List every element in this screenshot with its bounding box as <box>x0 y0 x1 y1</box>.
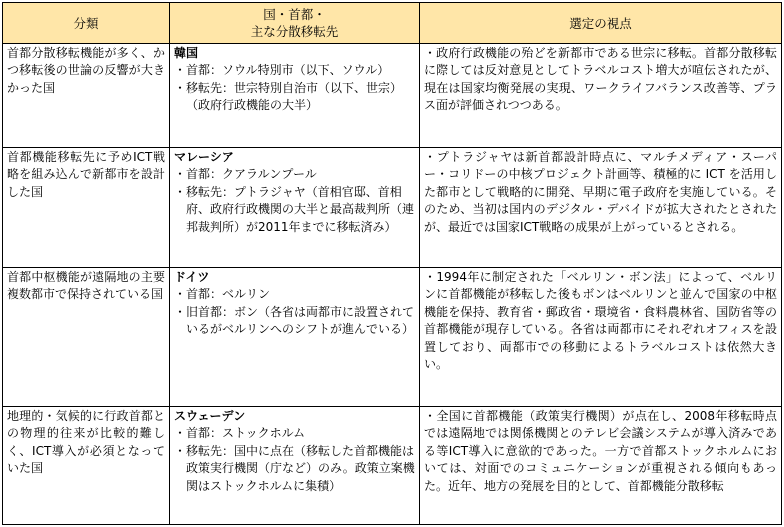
relocation-text: ・移転先：プトラジャヤ（首相官邸、首相府、政府行政機関の大半と最高裁判所（連邦裁判所）が2011年までに移転済み） <box>174 184 415 234</box>
header-category: 分類 <box>3 3 170 44</box>
viewpoint-cell: ・全国に首都機能（政策実行機関）が点在し、2008年移転時点では遠隔地では関係機関とのテレビ会議システムが導入済みである等ICT導入に意欲的であった。一方で首都ストックホルムにおいては、対面でのコミュニケーションが重視される傾向もあった。近年、地方の発展を目的として、首都機能分散移転 <box>420 407 782 525</box>
capital-text: ・首都：ストックホルム <box>174 426 306 441</box>
header-country <box>170 3 420 44</box>
category-cell: 首都中枢機能が遠隔地の主要複数都市で保持されている国 <box>3 268 170 407</box>
country-cell <box>170 268 420 407</box>
capital-text: ・首都：クアラルンプール <box>174 167 317 182</box>
table-header-row <box>3 3 782 44</box>
country-name: スウェーデン <box>174 409 246 423</box>
viewpoint-cell: ・1994年に制定された「ベルリン・ボン法」によって、ベルリンに首都機能が移転した後もボンはベルリンと並んで国家の中枢機能を保持、教育省・郵政省・環境省・食料農林省、国防省等の首都機能が現存している。各省は両都市にそれぞれオフィスを設置しており、両都市での移動によるトラベルコストは依然大きい。 <box>420 268 782 407</box>
capital-text: ・首都：ソウル特別市（以下、ソウル） <box>174 63 390 78</box>
country-name: 韓国 <box>174 46 199 60</box>
header-viewpoint: 選定の視点 <box>420 3 782 44</box>
relocation-text: ・移転先：世宗特別自治市（以下、世宗）（政府行政機能の大半） <box>174 80 403 113</box>
relocation-text: ・移転先：国中に点在（移転した首都機能は政策実行機関（庁など）のみ。政策立案機関はストックホルムに集積） <box>174 443 415 493</box>
table-row <box>3 268 782 407</box>
table-row <box>3 44 782 148</box>
capital-text: ・首都：ベルリン <box>174 287 271 302</box>
country-cell <box>170 44 420 148</box>
table-row <box>3 148 782 268</box>
header-country-line1: 国・首都・ <box>263 7 326 22</box>
country-cell <box>170 407 420 525</box>
country-name: ドイツ <box>174 270 210 284</box>
category-cell: 首都分散移転機能が多く、かつ移転後の世論の反響が大きかった国 <box>3 44 170 148</box>
country-name: マレーシア <box>174 150 234 164</box>
viewpoint-cell: ・プトラジャヤは新首都設計時点に、マルチメディア・スーパー・コリドーの中核プロジェクト計画等、積極的に ICT を活用した都市として戦略的に開発、早期に電子政府を実施している。そのため、当初は国内のデジタル・デバイドが拡大されたとされたが、最近では国家ICT戦略の成果が上がっているとされる。 <box>420 148 782 268</box>
viewpoint-cell: ・政府行政機能の殆どを新都市である世宗に移転。首都分散移転に際しては反対意見としてトラベルコスト増大が喧伝されたが、現在は国家均衡発展の実現、ワークライフバランス改善等、プラス面が評価されつつある。 <box>420 44 782 148</box>
country-cell <box>170 148 420 268</box>
category-cell: 地理的・気候的に行政首都との物理的往来が比較的難しく、ICT導入が必須となっていた国 <box>3 407 170 525</box>
comparison-table <box>2 2 782 525</box>
table-row <box>3 407 782 525</box>
category-cell: 首都機能移転先に予めICT戦略を組み込んで新都市を設計した国 <box>3 148 170 268</box>
relocation-text: ・旧首都：ボン（各省は両都市に設置されているがベルリンへのシフトが進んでいる） <box>174 304 415 337</box>
header-country-line2: 主な分散移転先 <box>250 24 339 39</box>
